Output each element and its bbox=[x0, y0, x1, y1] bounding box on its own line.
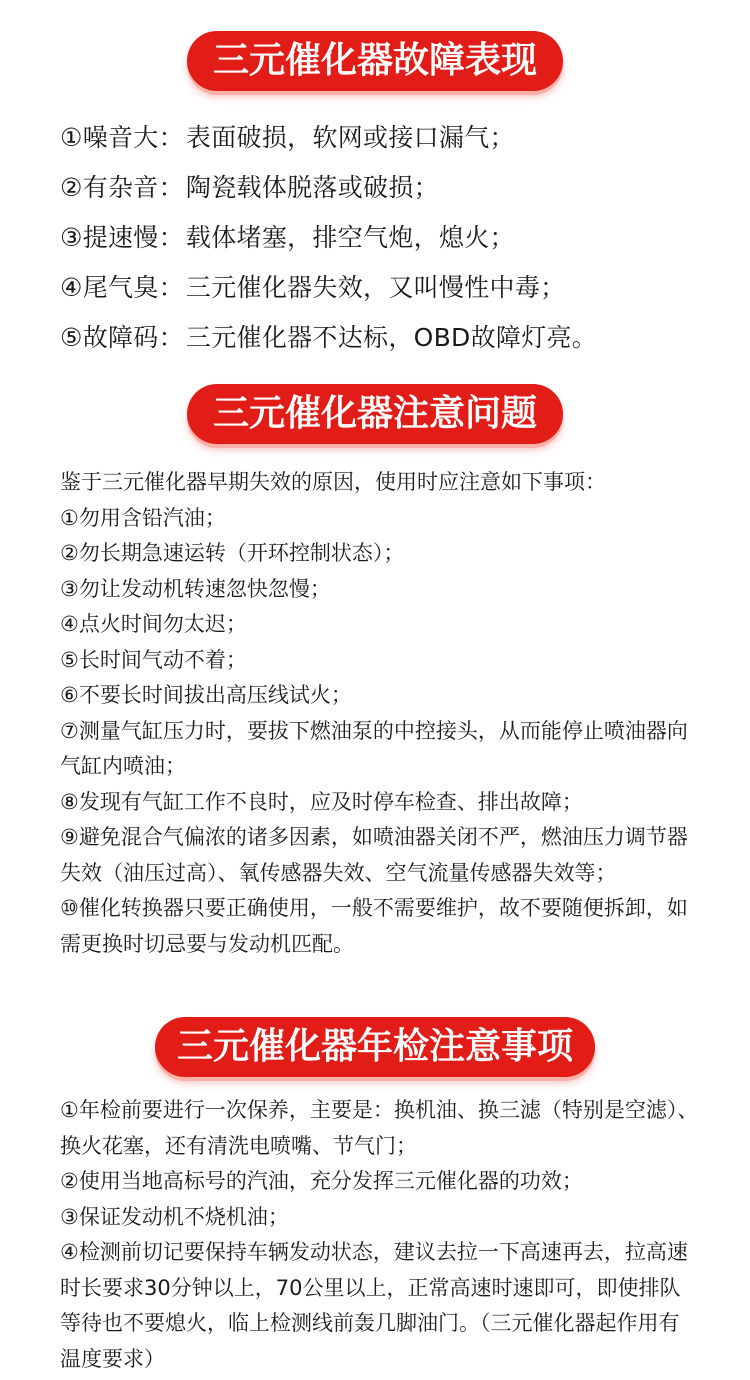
list-item: ⑦测量气缸压力时，要拔下燃油泵的中控接头，从而能停止喷油器向气缸内喷油； bbox=[60, 718, 688, 778]
item-label: ③提速慢： bbox=[60, 223, 184, 252]
list-item bbox=[60, 113, 704, 163]
list-item: ①勿用含铅汽油； bbox=[60, 505, 226, 530]
list-item bbox=[60, 163, 704, 213]
item-text: 表面破损，软网或接口漏气； bbox=[185, 123, 515, 152]
item-label: ①噪音大： bbox=[60, 123, 184, 152]
intro-paragraph: 鉴于三元催化器早期失效的原因，使用时应注意如下事项： bbox=[60, 470, 606, 494]
precautions-body bbox=[60, 465, 700, 962]
fault-symptoms-list bbox=[60, 113, 704, 363]
item-text: 三元催化器不达标，OBD故障灯亮。 bbox=[185, 323, 598, 352]
list-item: ⑧发现有气缸工作不良时，应及时停车检查、排出故障； bbox=[60, 789, 583, 814]
item-text: 载体堵塞，排空气炮，熄火； bbox=[185, 223, 515, 252]
list-item: ①年检前要进行一次保养，主要是：换机油、换三滤（特别是空滤）、换火花塞，还有清洗电喷嘴、节气门； bbox=[60, 1098, 699, 1158]
list-item bbox=[60, 263, 704, 313]
item-label: ④尾气臭： bbox=[60, 273, 184, 302]
annual-inspection-body bbox=[60, 1093, 700, 1377]
list-item: ②使用当地高标号的汽油，充分发挥三元催化器的功效； bbox=[60, 1169, 583, 1193]
list-item: ⑨避免混合气偏浓的诸多因素，如喷油器关闭不严，燃油压力调节器失效（油压过高）、氧传感器失效、空气流量传感器失效等； bbox=[60, 825, 688, 885]
list-item bbox=[60, 213, 704, 263]
list-item: ③勿让发动机转速忽快忽慢； bbox=[60, 576, 331, 601]
list-item bbox=[60, 313, 704, 363]
item-label: ⑤故障码： bbox=[60, 323, 184, 352]
list-item: ⑤长时间气动不着； bbox=[60, 647, 247, 672]
item-text: 陶瓷载体脱落或破损； bbox=[185, 173, 439, 202]
list-item: ④点火时间勿太迟； bbox=[60, 612, 247, 636]
list-item: ②勿长期急速运转（开环控制状态）； bbox=[60, 541, 405, 565]
item-text: 三元催化器失效，又叫慢性中毒； bbox=[185, 273, 566, 302]
list-item: ④检测前切记要保持车辆发动状态，建议去拉一下高速再去，拉高速时长要求30分钟以上，70公里以上，正常高速时速即可，即使排队等待也不要熄火，临上检测线前轰几脚油门。（三元催化器起作用有温度要求） bbox=[60, 1240, 688, 1371]
list-item: ⑥不要长时间拔出高压线试火； bbox=[60, 683, 352, 707]
list-item: ③保证发动机不烧机油； bbox=[60, 1204, 289, 1229]
section-title-fault-symptoms: 三元催化器故障表现 bbox=[187, 31, 563, 91]
list-item: ⑩催化转换器只要正确使用，一般不需要维护，故不要随便拆卸，如需更换时切忌要与发动机匹配。 bbox=[60, 896, 688, 956]
section-title-precautions: 三元催化器注意问题 bbox=[187, 384, 563, 444]
section-title-annual-inspection: 三元催化器年检注意事项 bbox=[155, 1017, 595, 1077]
item-label: ②有杂音： bbox=[60, 173, 184, 202]
